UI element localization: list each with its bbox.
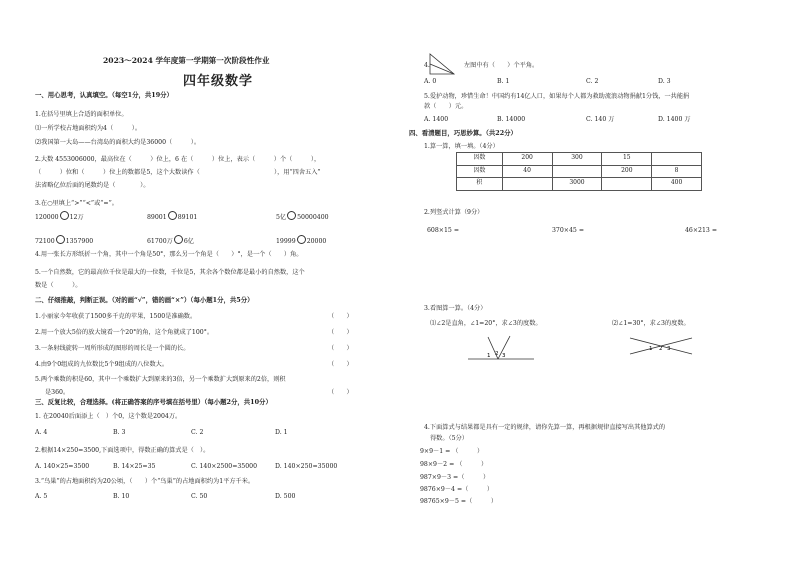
compare-circle[interactable]	[60, 211, 69, 220]
section2-heading: 二、仔细推敲，判断正误。（对的画“√”，错的画“×”）（每小题1分，共5分）	[35, 296, 254, 304]
compare-circle[interactable]	[168, 211, 177, 220]
compare-circle[interactable]	[297, 235, 306, 244]
option[interactable]: C. 2	[191, 429, 204, 436]
compare-item: 5亿 50000400	[276, 211, 329, 221]
compare-circle[interactable]	[287, 211, 296, 220]
choice-q1: 1. 在20040后面添上（ ）个0，这个数是2004万。	[35, 413, 182, 420]
table-cell[interactable]	[652, 153, 702, 166]
option[interactable]: D. 1	[275, 429, 288, 436]
judge-item-cont: 是360。	[45, 389, 70, 396]
judge-item: 2.用一个放大5倍的放大镜看一个20°的角，这个角就成了100°。	[35, 329, 214, 336]
s1-q5b: 数是（ ）。	[35, 282, 82, 289]
answer-paren[interactable]: （ ）	[328, 361, 353, 368]
table-cell: 40	[502, 165, 552, 178]
option[interactable]: A. 0	[424, 78, 437, 85]
option[interactable]: D. 1400 万	[658, 116, 691, 123]
s1-q3: 3.在○里填上“>”“<”或“=”。	[35, 200, 118, 207]
table-cell: 15	[602, 153, 652, 166]
s1-q5a: 5.一个自然数，它的最高位千位是最大的一位数，千位是5，其余各个数位都是最小的自然数，这个	[35, 269, 305, 276]
s1-q2b: （ ）位和（ ）位上的数都是5，这个大数读作（ ），用“四舍五入”	[35, 169, 321, 176]
option[interactable]: C. 140 万	[586, 116, 615, 123]
table-cell: 因数	[457, 153, 503, 166]
triangle-figure	[428, 52, 456, 76]
answer-paren[interactable]: （ ）	[328, 313, 353, 320]
s4-q1: 1.算一算，填一填。（4分）	[424, 143, 499, 150]
pattern-equation: 9×9－1 = （ ）	[420, 448, 484, 455]
s4-q4: 4.下面算式与结果都是具有一定的规律，请你先算一算，再根据规律直接写出其他算式的	[424, 424, 666, 431]
s1-q2c: 法省略亿位后面的尾数约是（ ）。	[35, 182, 150, 189]
option[interactable]: C. 140×2500=35000	[191, 463, 258, 470]
svg-text:3: 3	[667, 346, 671, 352]
answer-paren[interactable]: （ ）	[328, 345, 353, 352]
pattern-equation: 98×9－2 = （ ）	[420, 461, 488, 468]
option[interactable]: B. 10	[113, 493, 130, 500]
angle-figure-2	[628, 334, 696, 358]
section3-heading: 三、反复比较，合理选择。(将正确答案的序号填在括号里）（每小题2分，共10分）	[35, 398, 272, 406]
compare-item: 120000 12万	[35, 211, 84, 221]
pattern-equation: 987×9－3 =（ ）	[420, 474, 490, 481]
option[interactable]: B. 3	[113, 429, 126, 436]
svg-text:1: 1	[649, 346, 653, 352]
table-cell: 积	[457, 178, 503, 191]
option[interactable]: A. 4	[35, 429, 48, 436]
s4-q3a: ⑴∠2是直角，∠1=20°，求∠3的度数。	[430, 320, 542, 327]
compare-item: 19999 20000	[276, 235, 326, 245]
table-row	[457, 165, 702, 178]
s4-q2: 2.列竖式计算（9分）	[424, 209, 484, 216]
option[interactable]: A. 5	[35, 493, 48, 500]
judge-item: 4.由9个0组成的九位数比5个9组成的八位数大。	[35, 361, 169, 368]
choice-q5: 5.爱护动物，珍惜生命！中国约有14亿人口，如果每个人都为救助流浪动物捐献1分钱，一共能捐	[424, 93, 690, 100]
subject-title: 四年级数学	[183, 74, 254, 89]
option[interactable]: B. 14000	[497, 116, 526, 123]
judge-item: 1.小丽家今年收获了1500多千克的苹果，1500是准确数。	[35, 313, 197, 320]
table-cell: 200	[602, 165, 652, 178]
choice-q5-cont: 款（ ）元。	[424, 103, 468, 110]
table-row	[457, 153, 702, 166]
section1-heading: 一、用心思考，认真填空。（每空1分，共19分）	[35, 91, 173, 99]
compare-circle[interactable]	[174, 235, 183, 244]
judge-item: 3.一条射线旋转一周所形成的图形的周长是一个圆的长。	[35, 345, 190, 352]
choice-q2: 2.根据14×250=3500,下面选项中，得数正确的算式是（ ）。	[35, 447, 210, 454]
choice-q3: 3.“鸟巢”的占地面积约为20公顷，（ ）个“鸟巢”的占地面积约为1平方千米。	[35, 478, 255, 485]
table-cell: 200	[502, 153, 552, 166]
option[interactable]: D. 500	[275, 493, 296, 500]
choice-q4: 左图中有（ ）个平角。	[464, 62, 539, 69]
s1-q2a: 2.大数 4553006000，最高位在（ ）位上，6 在（ ）位上，表示（ ）个（ ），	[35, 156, 321, 163]
table-cell: 8	[652, 165, 702, 178]
table-cell: 300	[552, 153, 602, 166]
vertical-calc: 370×45 =	[552, 227, 585, 234]
s4-q4-cont: 得数。（5分）	[430, 435, 468, 442]
table-cell: 因数	[457, 165, 503, 178]
table-cell[interactable]	[552, 165, 602, 178]
product-table	[456, 152, 702, 191]
compare-circle[interactable]	[56, 235, 65, 244]
choice-q4-number: 4.	[424, 62, 430, 69]
table-cell[interactable]	[602, 178, 652, 191]
option[interactable]: C. 50	[191, 493, 208, 500]
judge-item: 5.两个乘数的积是60，其中一个乘数扩大到原来的3倍，另一个乘数扩大到原来的2倍，则积	[35, 376, 286, 383]
pattern-equation: 98765×9－5 =（ ）	[420, 498, 498, 505]
table-cell: 3000	[552, 178, 602, 191]
svg-text:1: 1	[487, 353, 491, 359]
answer-paren[interactable]: （ ）	[328, 389, 353, 396]
section4-heading: 四、看清题目，巧思妙算。（共22分）	[409, 129, 517, 137]
option[interactable]: C. 2	[586, 78, 599, 85]
exam-title: 2023～2024 学年度第一学期第一次阶段性作业	[103, 56, 270, 65]
answer-paren[interactable]: （ ）	[328, 329, 353, 336]
vertical-calc: 608×15 =	[427, 227, 460, 234]
table-cell: 400	[652, 178, 702, 191]
s1-q1: 1.在括号里填上合适的面积单位。	[35, 111, 128, 118]
pattern-equation: 9876×9－4 =（ ）	[420, 486, 494, 493]
option[interactable]: D. 140×250=35000	[275, 463, 338, 470]
s1-q1b: ⑵我国第一大岛——台湾岛的面积大约是36000（ ）。	[35, 139, 201, 146]
s1-q1a: ⑴一所学校占地面积约为4（ ）。	[35, 125, 142, 132]
s1-q4: 4.用一张长方形纸折一个角，其中一个角是50°，那么另一个角是（ ）°，是一个（ ）角。	[35, 251, 303, 258]
s4-q3b: ⑵∠1=30°，求∠3的度数。	[612, 320, 690, 327]
compare-item: 61700万 6亿	[147, 235, 194, 245]
table-row	[457, 178, 702, 191]
option[interactable]: A. 1400	[424, 116, 449, 123]
compare-item: 72100 1357900	[35, 235, 93, 245]
option[interactable]: B. 14×25=35	[113, 463, 156, 470]
option[interactable]: A. 140×25=3500	[35, 463, 90, 470]
s4-q3: 3.看图算一算。（4分）	[424, 305, 487, 312]
vertical-calc: 46×213 =	[685, 227, 718, 234]
svg-text:3: 3	[502, 353, 506, 359]
compare-item: 89001 89101	[147, 211, 197, 221]
svg-text:2: 2	[495, 351, 499, 357]
svg-text:2: 2	[659, 346, 663, 352]
angle-figure-1	[466, 333, 536, 365]
option[interactable]: D. 3	[658, 78, 671, 85]
option[interactable]: B. 1	[497, 78, 510, 85]
table-cell[interactable]	[502, 178, 552, 191]
